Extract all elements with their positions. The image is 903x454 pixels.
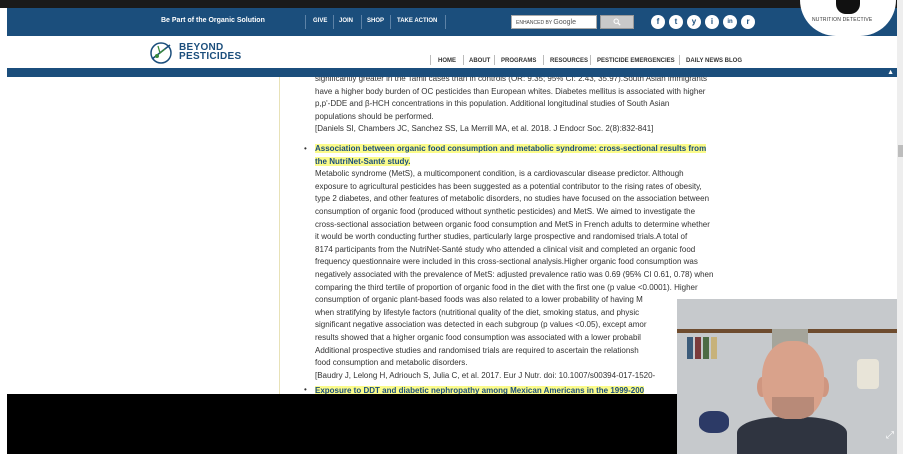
google-label: Google [553,19,576,26]
menu-about[interactable]: ABOUT [469,58,491,64]
entry-line: exposure to agricultural pesticides has been suggested as a potential contributor to the rising rates of obesity, [315,181,702,191]
back-to-top-icon[interactable]: ▲ [887,69,894,76]
instagram-icon[interactable]: i [705,15,719,29]
entry-line: Metabolic syndrome (MetS), a multicomponent condition, is a cardiovascular disease predictor. Although [315,169,684,179]
site-nav-bar [7,36,898,68]
header-separator [333,15,334,29]
page-scrollbar[interactable] [897,0,903,454]
entry-line: results showed that a higher organic food consumption was associated with a lower probabil [315,332,641,342]
entry-line: populations should be performed. [315,111,434,121]
header-separator [390,15,391,29]
search-brand-label: ENHANCED BY [516,20,553,26]
entry-line: p,p'-DDE and β-HCH concentrations in this population. Additional longitudinal studies of South Asian [315,99,670,109]
beyond-pesticides-logo-icon[interactable] [148,41,174,65]
webcam-person-beard [772,397,814,419]
entry-line: type 2 diabetes, and other features of metabolic disorders, no studies have focused on the association between [315,194,710,204]
browser-top-strip [0,0,903,8]
menu-separator [590,55,591,65]
list-bullet: • [304,144,307,153]
join-button[interactable]: JOIN [339,18,354,24]
header-separator [361,15,362,29]
search-icon [613,18,621,26]
entry-line: significantly greater in the Tamil cases than in controls (OR: 9.35; 95% CI: 2.43, 35.97).South Asian immigrants [315,77,708,83]
sticky-divider-bar [7,68,898,77]
menu-separator [679,55,680,65]
menu-separator [430,55,431,65]
badge-label: NUTRITION DETECTIVE [812,17,873,23]
entry-citation: [Baudry J, Lelong H, Adriouch S, Julia C, et al. 2017. Eur J Nutr. doi: 10.1007/s00394-017-1520- [315,370,656,380]
shop-button[interactable]: SHOP [367,18,385,24]
facebook-icon[interactable]: f [651,15,665,29]
webcam-overlay[interactable] [677,299,903,454]
menu-home[interactable]: HOME [438,58,456,64]
menu-resources[interactable]: RESOURCES [550,58,589,64]
twitter-icon[interactable]: t [669,15,683,29]
fullscreen-expand-icon[interactable]: ⤢ [886,430,894,441]
menu-daily-news-blog[interactable]: DAILY NEWS BLOG [686,58,743,64]
entry-line: cross-sectional association between organic food consumption and MetS in French adults to determine whether [315,219,710,229]
list-bullet: • [304,385,307,394]
webcam-book [695,337,701,359]
webcam-book [703,337,709,359]
header-separator [445,15,446,29]
entry-line: 8174 participants from the NutriNet-Santé study who attended a clinical visit and completed an organic food [315,244,696,254]
search-button[interactable] [600,15,634,29]
webcam-person-shirt [737,417,847,454]
entry-line: significant negative association was detected in each subgroup (p values <0.05), except amor [315,320,647,330]
page-scrollbar-thumb[interactable] [898,145,903,157]
entry-title-link[interactable]: Association between organic food consumption and metabolic syndrome: cross-sectional results from [315,144,707,153]
linkedin-icon[interactable]: in [723,15,737,29]
header-tagline[interactable]: Be Part of the Organic Solution [161,17,265,24]
next-entry-title-link[interactable]: Exposure to DDT and diabetic nephropathy among Mexican Americans in the 1999-200 [315,386,645,394]
webcam-book [687,337,693,359]
entry-line: food consumption and metabolic disorders. [315,358,468,368]
menu-separator [543,55,544,65]
menu-separator [494,55,495,65]
menu-separator [463,55,464,65]
webcam-book [711,337,717,359]
search-input[interactable] [511,15,597,29]
entry-line: Additional prospective studies and randomised trials are required to ascertain the relationsh [315,345,639,355]
give-button[interactable]: GIVE [313,18,328,24]
nd-logo-icon [836,0,860,14]
entry-line: negatively associated with the prevalence of MetS: adjusted prevalence ratio was 0.69 (95% CI 0.61, 0.78) when [315,269,714,279]
top-header-bar [7,8,898,36]
previous-entry-text [315,77,757,136]
menu-programs[interactable]: PROGRAMS [501,58,537,64]
entry-line: it would be worth conducting further studies, particularly large prospective and randomised trials.A total of [315,232,688,242]
webcam-microphone [699,411,729,433]
content-left-rule [279,77,280,394]
rss-icon[interactable]: r [741,15,755,29]
menu-pesticide-emergencies[interactable]: PESTICIDE EMERGENCIES [597,58,675,64]
entry-line: when stratifying by lifestyle factors (nutritional quality of the diet, smoking status, and physic [315,307,640,317]
entry-line: consumption of organic food (produced without synthetic pesticides) and MetS. We aimed to investigate the [315,206,696,216]
webcam-lamp [857,359,879,389]
entry-line: frequency questionnaire were included in this cross-sectional analysis.Higher organic food consumption was [315,257,698,267]
logo-text-pesticides[interactable]: PESTICIDES [179,51,242,62]
header-separator [305,15,306,29]
take-action-button[interactable]: TAKE ACTION [397,18,438,24]
entry-title-link[interactable]: the NutriNet-Santé study. [315,156,411,166]
entry-line: consumption of organic plant-based foods was also related to a lower probability of having M [315,295,643,305]
entry-line: have a higher body burden of OC pesticides than European whites. Diabetes mellitus is associated with higher [315,86,706,96]
previous-citation: [Daniels SI, Chambers JC, Sanchez SS, La Merrill MA, et al. 2018. J Endocr Soc. 2(8):832-841] [315,124,654,134]
youtube-icon[interactable]: y [687,15,701,29]
logo-text-beyond[interactable]: BEYOND [179,42,224,53]
entry-line: comparing the third tertile of proportion of organic food in the diet with the first one (p value <0.0001). Higher [315,282,698,292]
